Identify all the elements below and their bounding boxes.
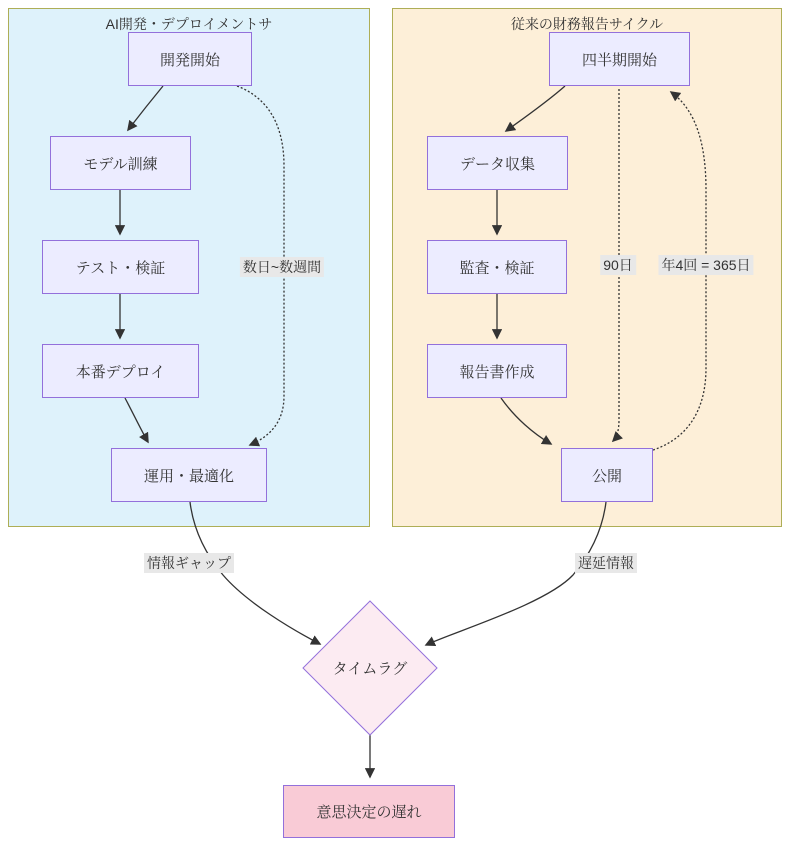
node-test-validation: テスト・検証 bbox=[42, 240, 199, 294]
node-decision-delay: 意思決定の遅れ bbox=[283, 785, 455, 838]
edge-label-ai-iteration: 数日~数週間 bbox=[240, 257, 324, 277]
edge-quarter-start-to-data-collection bbox=[506, 86, 565, 131]
node-model-training: モデル訓練 bbox=[50, 136, 191, 190]
subgraph-ai-title: AI開発・デプロイメントサ bbox=[105, 16, 273, 32]
edge-ops-to-time-lag bbox=[190, 502, 320, 644]
node-report-creation: 報告書作成 bbox=[427, 344, 567, 398]
edge-label-info-gap: 情報ギャップ bbox=[144, 553, 234, 573]
subgraph-finance-title: 従来の財務報告サイクル bbox=[510, 16, 664, 32]
edge-label-annual-total: 年4回 = 365日 bbox=[658, 255, 753, 275]
node-audit-validation: 監査・検証 bbox=[427, 240, 567, 294]
node-dev-start: 開発開始 bbox=[128, 32, 252, 86]
node-time-lag-label: タイムラグ bbox=[332, 660, 408, 678]
edge-label-delayed-info: 遅延情報 bbox=[575, 553, 637, 573]
edge-dev-start-to-model-training bbox=[128, 86, 163, 130]
node-ops-optimization: 運用・最適化 bbox=[111, 448, 267, 502]
node-prod-deploy: 本番デプロイ bbox=[42, 344, 199, 398]
edge-label-quarter-days: 90日 bbox=[600, 255, 636, 275]
edge-report-to-publication bbox=[501, 398, 551, 444]
node-publication: 公開 bbox=[561, 448, 653, 502]
node-data-collection: データ収集 bbox=[427, 136, 568, 190]
edge-publication-to-time-lag bbox=[426, 502, 606, 645]
edge-prod-deploy-to-ops bbox=[125, 398, 148, 442]
node-quarter-start: 四半期開始 bbox=[549, 32, 690, 86]
